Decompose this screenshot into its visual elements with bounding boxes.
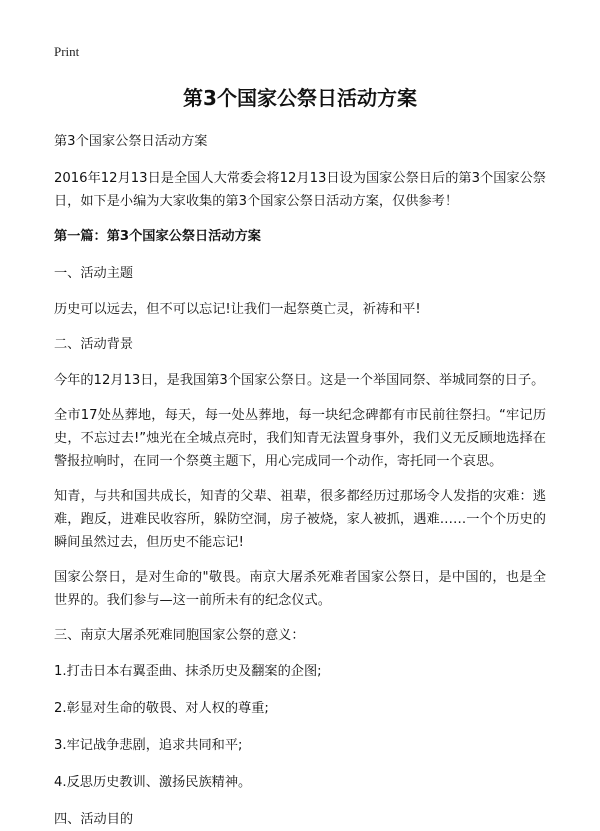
print-link[interactable]: Print <box>54 44 80 59</box>
background-paragraph-3: 知青，与共和国共成长，知青的父辈、祖辈，很多都经历过那场令人发指的灾难：逃难，跑反，进难民收容所，躲防空洞，房子被烧，家人被抓，遇难……一个个历史的瞬间虽然过去，但历史不能忘记! <box>54 489 546 550</box>
significance-item-2: 2.彰显对生命的敬畏、对人权的尊重; <box>54 701 269 716</box>
theme-text: 历史可以远去，但不可以忘记!让我们一起祭奠亡灵，祈祷和平! <box>54 302 421 317</box>
page-title: 第3个国家公祭日活动方案 <box>183 86 417 110</box>
background-paragraph-2: 全市17处丛葬地，每天，每一处丛葬地，每一块纪念碑都有市民前往祭扫。“牢记历史，不忘过去!”烛光在全城点亮时，我们知青无法置身事外，我们义无反顾地选择在警报拉响时，在同一个祭奠主题下，用心完成同一个动作，寄托同一个哀思。 <box>54 408 546 469</box>
background-paragraph-4: 国家公祭日，是对生命的"敬畏。南京大屠杀死难者国家公祭日，是中国的，也是全世界的。我们参与—这一前所未有的纪念仪式。 <box>54 570 546 608</box>
intro-paragraph: 2016年12月13日是全国人大常委会将12月13日设为国家公祭日后的第3个国家公祭日，如下是小编为大家收集的第3个国家公祭日活动方案，仅供参考！ <box>54 171 546 209</box>
heading-background: 二、活动背景 <box>54 337 134 352</box>
heading-significance: 三、南京大屠杀死难同胞国家公祭的意义： <box>54 628 305 643</box>
significance-item-3: 3.牢记战争悲剧，追求共同和平; <box>54 738 243 753</box>
heading-purpose: 四、活动目的 <box>54 812 134 827</box>
significance-item-4: 4.反思历史教训、激扬民族精神。 <box>54 775 252 790</box>
background-paragraph-1: 今年的12月13日，是我国第3个国家公祭日。这是一个举国同祭、举城同祭的日子。 <box>54 373 545 388</box>
subtitle: 第3个国家公祭日活动方案 <box>54 134 208 149</box>
significance-item-1: 1.打击日本右翼歪曲、抹杀历史及翻案的企图; <box>54 664 322 679</box>
section-title: 第一篇：第3个国家公祭日活动方案 <box>54 229 261 244</box>
heading-theme: 一、活动主题 <box>54 266 134 281</box>
